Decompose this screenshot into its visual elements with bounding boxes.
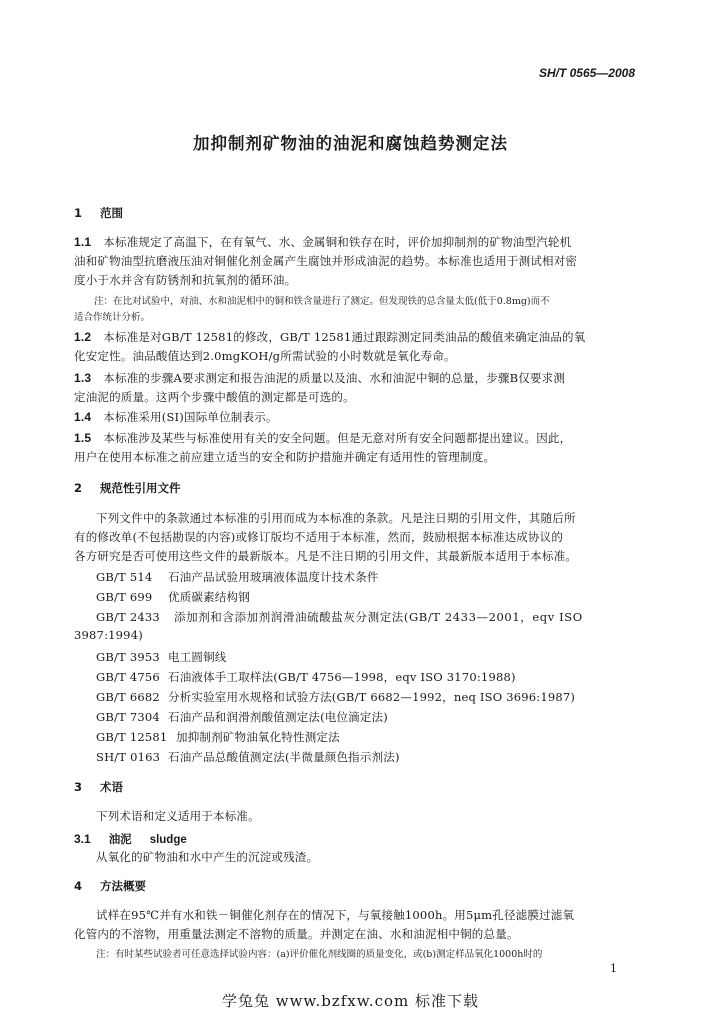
clause-text: 本标准规定了高温下，在有氧气、水、金属铜和铁存在时，评价加抑制剂的矿物油型汽轮机 — [103, 235, 572, 249]
clause-number: 3.1 — [74, 832, 91, 846]
ref-code: GB/T 4756 — [96, 670, 160, 684]
method-note: 注：有时某些试验者可任意选择试验内容：(a)评价催化剂线圈的质量变化，或(b)测定样品氧化1000h时的 — [96, 949, 543, 960]
page-number: 1 — [610, 962, 617, 975]
clause-text: 本标准涉及某些与标准使用有关的安全问题。但是无意对所有安全问题都提出建议。因此， — [103, 431, 572, 445]
section-4-heading — [74, 878, 146, 894]
clause-1-3-line2: 定油泥的质量。这两个步骤中酸值的测定都是可选的。 — [74, 390, 355, 404]
term-definition: 从氧化的矿物油和水中产生的沉淀或残渣。 — [96, 850, 319, 864]
clause-number: 1.5 — [74, 431, 92, 445]
ref-code: GB/T 514 — [96, 570, 153, 584]
ref-item — [96, 689, 575, 705]
note-1-line2: 适合作统计分析。 — [74, 312, 151, 323]
ref-code: GB/T 3953 — [96, 650, 160, 664]
section-number: 4 — [74, 879, 83, 893]
clause-1-5 — [74, 430, 571, 446]
clause-1-4 — [74, 409, 278, 425]
ref-item — [96, 709, 388, 725]
section-title: 术语 — [100, 780, 124, 794]
ref-item — [96, 749, 400, 765]
normrefs-intro-line3: 各方研究是否可使用这些文件的最新版本。凡是不注日期的引用文件，其最新版本适用于本标准。 — [74, 549, 578, 563]
section-1-heading — [74, 205, 123, 221]
ref-title: 加抑制剂矿物油氧化特性测定法 — [176, 730, 340, 744]
terms-intro: 下列术语和定义适用于本标准。 — [96, 809, 260, 823]
clause-number: 1.2 — [74, 330, 92, 344]
ref-item — [96, 609, 583, 625]
ref-code: GB/T 2433 — [96, 610, 160, 624]
clause-1-1-line3: 度小于水并含有防锈剂和抗氧剂的循环油。 — [74, 273, 297, 287]
ref-code: GB/T 699 — [96, 590, 153, 604]
clause-number: 1.1 — [74, 235, 92, 249]
clause-text: 本标准采用(SI)国际单位制表示。 — [103, 410, 278, 424]
ref-code: GB/T 12581 — [96, 730, 168, 744]
ref-title: 分析实验室用水规格和试验方法(GB/T 6682—1992，neq ISO 3696:1987) — [168, 690, 576, 704]
footer-watermark: 学兔兔 www.bzfxw.com 标准下载 — [221, 992, 480, 1010]
method-text-line2: 化管内的不溶物，用重量法测定不溶物的质量。并测定在油、水和油泥相中铜的总量。 — [74, 927, 519, 941]
term-english: sludge — [149, 834, 187, 846]
note-1: 注：在比对试验中，对油、水和油泥相中的铜和铁含量进行了测定。但发现铁的总含量太低(低于0.8mg)而不 — [94, 296, 550, 307]
ref-title: 添加剂和含添加剂润滑油硫酸盐灰分测定法(GB/T 2433—2001，eqv ISO — [174, 610, 583, 624]
ref-title: 石油液体手工取样法(GB/T 4756—1998，eqv ISO 3170:1988) — [168, 670, 516, 684]
section-3-heading — [74, 779, 123, 795]
section-title: 范围 — [100, 206, 124, 220]
term-chinese: 油泥 — [108, 832, 132, 846]
clause-1-5-line2: 用户在使用本标准之前应建立适当的安全和防护措施并确定有适用性的管理制度。 — [74, 450, 496, 464]
ref-item — [96, 729, 340, 745]
ref-title: 石油产品和润滑剂酸值测定法(电位滴定法) — [168, 710, 388, 724]
section-title: 规范性引用文件 — [100, 481, 181, 495]
ref-item — [96, 569, 379, 585]
standard-number: SH/T 0565—2008 — [538, 66, 635, 80]
ref-item — [96, 649, 227, 665]
ref-title: 优质碳素结构钢 — [168, 590, 250, 604]
clause-text: 本标准是对GB/T 12581的修改，GB/T 12581通过跟踪测定同类油品的酸值来确定油品的氧 — [103, 330, 586, 344]
section-number: 2 — [74, 481, 83, 495]
clause-1-2 — [74, 329, 585, 345]
section-title: 方法概要 — [100, 879, 147, 893]
ref-title: 电工圆铜线 — [168, 650, 227, 664]
ref-code: GB/T 7304 — [96, 710, 160, 724]
term-3-1 — [74, 828, 187, 847]
ref-code: GB/T 6682 — [96, 690, 160, 704]
ref-code: SH/T 0163 — [96, 750, 161, 764]
document-title: 加抑制剂矿物油的油泥和腐蚀趋势测定法 — [193, 134, 508, 153]
clause-1-3 — [74, 370, 565, 386]
ref-item-cont: 3987:1994) — [74, 628, 143, 642]
section-number: 1 — [74, 206, 83, 220]
clause-1-2-line2: 化安定性。油品酸值达到2.0mgKOH/g所需试验的小时数就是氧化寿命。 — [74, 349, 456, 363]
clause-number: 1.4 — [74, 410, 92, 424]
clause-1-1-line2: 油和矿物油型抗磨液压油对铜催化剂金属产生腐蚀并形成油泥的趋势。本标准也适用于测试相对密 — [74, 254, 578, 268]
method-text: 试样在95℃并有水和铁－铜催化剂存在的情况下，与氧接触1000h。用5μm孔径滤膜过滤氧 — [96, 908, 575, 922]
clause-text: 本标准的步骤A要求测定和报告油泥的质量以及油、水和油泥中铜的总量，步骤B仅要求测 — [103, 371, 566, 385]
section-number: 3 — [74, 780, 83, 794]
ref-title: 石油产品试验用玻璃液体温度计技术条件 — [168, 570, 379, 584]
ref-item — [96, 669, 516, 685]
section-2-heading — [74, 480, 181, 496]
ref-item — [96, 589, 250, 605]
normrefs-intro: 下列文件中的条款通过本标准的引用而成为本标准的条款。凡是注日期的引用文件，其随后所 — [96, 511, 576, 525]
clause-number: 1.3 — [74, 371, 92, 385]
normrefs-intro-line2: 有的修改单(不包括勘误的内容)或修订版均不适用于本标准，然而，鼓励根据本标准达成协议的 — [74, 530, 564, 544]
clause-1-1 — [74, 234, 571, 250]
ref-title: 石油产品总酸值测定法(半微量颜色指示剂法) — [168, 750, 400, 764]
